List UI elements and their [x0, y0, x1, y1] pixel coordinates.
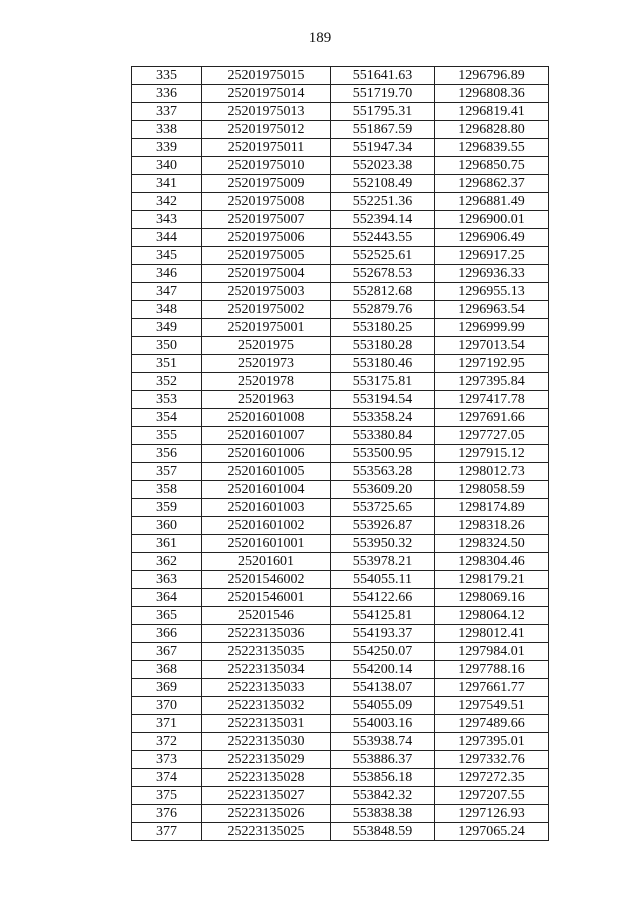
- point-id-cell: 25201975: [202, 337, 331, 355]
- point-number-cell: 371: [132, 715, 202, 733]
- x-coordinate-cell: 551641.63: [331, 67, 435, 85]
- y-coordinate-cell: 1298012.73: [435, 463, 549, 481]
- point-number-cell: 359: [132, 499, 202, 517]
- point-number-cell: 335: [132, 67, 202, 85]
- point-id-cell: 25201975008: [202, 193, 331, 211]
- x-coordinate-cell: 553856.18: [331, 769, 435, 787]
- table-row: [132, 643, 549, 661]
- point-number-cell: 377: [132, 823, 202, 841]
- point-number-cell: 367: [132, 643, 202, 661]
- point-id-cell: 25201601005: [202, 463, 331, 481]
- table-row: [132, 463, 549, 481]
- y-coordinate-cell: 1297013.54: [435, 337, 549, 355]
- point-id-cell: 25201975004: [202, 265, 331, 283]
- y-coordinate-cell: 1297727.05: [435, 427, 549, 445]
- table-row: [132, 391, 549, 409]
- table-row: [132, 139, 549, 157]
- table-row: [132, 67, 549, 85]
- y-coordinate-cell: 1297207.55: [435, 787, 549, 805]
- table-row: [132, 517, 549, 535]
- point-number-cell: 365: [132, 607, 202, 625]
- point-number-cell: 366: [132, 625, 202, 643]
- y-coordinate-cell: 1296906.49: [435, 229, 549, 247]
- y-coordinate-cell: 1298058.59: [435, 481, 549, 499]
- x-coordinate-cell: 552443.55: [331, 229, 435, 247]
- x-coordinate-cell: 553886.37: [331, 751, 435, 769]
- x-coordinate-cell: 552023.38: [331, 157, 435, 175]
- point-id-cell: 25201975012: [202, 121, 331, 139]
- y-coordinate-cell: 1296808.36: [435, 85, 549, 103]
- point-id-cell: 25201601: [202, 553, 331, 571]
- point-number-cell: 374: [132, 769, 202, 787]
- y-coordinate-cell: 1297065.24: [435, 823, 549, 841]
- point-id-cell: 25201978: [202, 373, 331, 391]
- y-coordinate-cell: 1298179.21: [435, 571, 549, 589]
- x-coordinate-cell: 553180.46: [331, 355, 435, 373]
- point-number-cell: 340: [132, 157, 202, 175]
- point-number-cell: 375: [132, 787, 202, 805]
- x-coordinate-cell: 553175.81: [331, 373, 435, 391]
- point-id-cell: 25201963: [202, 391, 331, 409]
- y-coordinate-cell: 1296917.25: [435, 247, 549, 265]
- y-coordinate-cell: 1298012.41: [435, 625, 549, 643]
- table-row: [132, 355, 549, 373]
- point-id-cell: 25223135036: [202, 625, 331, 643]
- point-id-cell: 25223135031: [202, 715, 331, 733]
- table-row: [132, 283, 549, 301]
- point-number-cell: 369: [132, 679, 202, 697]
- table-row: [132, 697, 549, 715]
- y-coordinate-cell: 1298069.16: [435, 589, 549, 607]
- table-row: [132, 373, 549, 391]
- point-id-cell: 25223135028: [202, 769, 331, 787]
- point-number-cell: 372: [132, 733, 202, 751]
- point-number-cell: 373: [132, 751, 202, 769]
- y-coordinate-cell: 1298304.46: [435, 553, 549, 571]
- point-number-cell: 338: [132, 121, 202, 139]
- y-coordinate-cell: 1297126.93: [435, 805, 549, 823]
- y-coordinate-cell: 1296955.13: [435, 283, 549, 301]
- x-coordinate-cell: 553842.32: [331, 787, 435, 805]
- x-coordinate-cell: 554250.07: [331, 643, 435, 661]
- table-row: [132, 301, 549, 319]
- y-coordinate-cell: 1296862.37: [435, 175, 549, 193]
- y-coordinate-cell: 1297788.16: [435, 661, 549, 679]
- point-number-cell: 350: [132, 337, 202, 355]
- x-coordinate-cell: 553926.87: [331, 517, 435, 535]
- page-number: 189: [308, 30, 332, 46]
- point-number-cell: 353: [132, 391, 202, 409]
- point-id-cell: 25223135035: [202, 643, 331, 661]
- point-id-cell: 25201975010: [202, 157, 331, 175]
- point-number-cell: 363: [132, 571, 202, 589]
- point-number-cell: 347: [132, 283, 202, 301]
- point-number-cell: 351: [132, 355, 202, 373]
- point-id-cell: 25201601003: [202, 499, 331, 517]
- y-coordinate-cell: 1296819.41: [435, 103, 549, 121]
- point-number-cell: 357: [132, 463, 202, 481]
- y-coordinate-cell: 1296828.80: [435, 121, 549, 139]
- x-coordinate-cell: 552678.53: [331, 265, 435, 283]
- point-id-cell: 25201975005: [202, 247, 331, 265]
- table-row: [132, 121, 549, 139]
- y-coordinate-cell: 1297272.35: [435, 769, 549, 787]
- y-coordinate-cell: 1297691.66: [435, 409, 549, 427]
- table-row: [132, 805, 549, 823]
- table-row: [132, 175, 549, 193]
- x-coordinate-cell: 551947.34: [331, 139, 435, 157]
- x-coordinate-cell: 551867.59: [331, 121, 435, 139]
- y-coordinate-cell: 1297661.77: [435, 679, 549, 697]
- point-number-cell: 352: [132, 373, 202, 391]
- point-id-cell: 25201975015: [202, 67, 331, 85]
- point-number-cell: 358: [132, 481, 202, 499]
- x-coordinate-cell: 551719.70: [331, 85, 435, 103]
- point-id-cell: 25201546002: [202, 571, 331, 589]
- x-coordinate-cell: 554003.16: [331, 715, 435, 733]
- x-coordinate-cell: 554138.07: [331, 679, 435, 697]
- table-row: [132, 733, 549, 751]
- x-coordinate-cell: 553194.54: [331, 391, 435, 409]
- table-row: [132, 715, 549, 733]
- x-coordinate-cell: 554200.14: [331, 661, 435, 679]
- x-coordinate-cell: 553609.20: [331, 481, 435, 499]
- point-id-cell: 25201601006: [202, 445, 331, 463]
- table-row: [132, 157, 549, 175]
- point-number-cell: 370: [132, 697, 202, 715]
- table-row: [132, 769, 549, 787]
- point-number-cell: 361: [132, 535, 202, 553]
- table-row: [132, 337, 549, 355]
- point-number-cell: 354: [132, 409, 202, 427]
- x-coordinate-cell: 552251.36: [331, 193, 435, 211]
- table-row: [132, 553, 549, 571]
- y-coordinate-cell: 1297417.78: [435, 391, 549, 409]
- y-coordinate-cell: 1296936.33: [435, 265, 549, 283]
- x-coordinate-cell: 553500.95: [331, 445, 435, 463]
- point-number-cell: 355: [132, 427, 202, 445]
- y-coordinate-cell: 1296963.54: [435, 301, 549, 319]
- point-number-cell: 342: [132, 193, 202, 211]
- point-number-cell: 344: [132, 229, 202, 247]
- point-id-cell: 25201601007: [202, 427, 331, 445]
- point-id-cell: 25201975011: [202, 139, 331, 157]
- table-row: [132, 571, 549, 589]
- x-coordinate-cell: 552812.68: [331, 283, 435, 301]
- point-id-cell: 25201546001: [202, 589, 331, 607]
- table-row: [132, 481, 549, 499]
- point-id-cell: 25201601004: [202, 481, 331, 499]
- point-number-cell: 339: [132, 139, 202, 157]
- x-coordinate-cell: 553380.84: [331, 427, 435, 445]
- table-row: [132, 661, 549, 679]
- point-number-cell: 364: [132, 589, 202, 607]
- table-row: [132, 247, 549, 265]
- point-number-cell: 362: [132, 553, 202, 571]
- x-coordinate-cell: 553950.32: [331, 535, 435, 553]
- x-coordinate-cell: 553180.25: [331, 319, 435, 337]
- y-coordinate-cell: 1296999.99: [435, 319, 549, 337]
- y-coordinate-cell: 1298318.26: [435, 517, 549, 535]
- table-row: [132, 823, 549, 841]
- point-id-cell: 25201975006: [202, 229, 331, 247]
- point-id-cell: 25201973: [202, 355, 331, 373]
- x-coordinate-cell: 553848.59: [331, 823, 435, 841]
- point-id-cell: 25223135030: [202, 733, 331, 751]
- x-coordinate-cell: 552394.14: [331, 211, 435, 229]
- x-coordinate-cell: 552879.76: [331, 301, 435, 319]
- x-coordinate-cell: 553978.21: [331, 553, 435, 571]
- point-id-cell: 25223135029: [202, 751, 331, 769]
- point-id-cell: 25223135032: [202, 697, 331, 715]
- y-coordinate-cell: 1296796.89: [435, 67, 549, 85]
- table-row: [132, 319, 549, 337]
- y-coordinate-cell: 1297332.76: [435, 751, 549, 769]
- point-id-cell: 25201975002: [202, 301, 331, 319]
- x-coordinate-cell: 554055.11: [331, 571, 435, 589]
- point-id-cell: 25201975013: [202, 103, 331, 121]
- x-coordinate-cell: 553563.28: [331, 463, 435, 481]
- point-number-cell: 341: [132, 175, 202, 193]
- y-coordinate-cell: 1297192.95: [435, 355, 549, 373]
- y-coordinate-cell: 1297915.12: [435, 445, 549, 463]
- x-coordinate-cell: 554125.81: [331, 607, 435, 625]
- table-row: [132, 607, 549, 625]
- table-row: [132, 229, 549, 247]
- table-row: [132, 499, 549, 517]
- x-coordinate-cell: 551795.31: [331, 103, 435, 121]
- coordinates-table-body: [132, 67, 549, 841]
- table-row: [132, 787, 549, 805]
- y-coordinate-cell: 1297489.66: [435, 715, 549, 733]
- x-coordinate-cell: 552108.49: [331, 175, 435, 193]
- point-id-cell: 25201975007: [202, 211, 331, 229]
- table-row: [132, 535, 549, 553]
- point-number-cell: 348: [132, 301, 202, 319]
- point-number-cell: 368: [132, 661, 202, 679]
- point-id-cell: 25201601001: [202, 535, 331, 553]
- point-id-cell: 25223135025: [202, 823, 331, 841]
- table-row: [132, 103, 549, 121]
- x-coordinate-cell: 554055.09: [331, 697, 435, 715]
- y-coordinate-cell: 1298064.12: [435, 607, 549, 625]
- table-row: [132, 85, 549, 103]
- x-coordinate-cell: 552525.61: [331, 247, 435, 265]
- y-coordinate-cell: 1296900.01: [435, 211, 549, 229]
- point-id-cell: 25201601002: [202, 517, 331, 535]
- point-id-cell: 25223135034: [202, 661, 331, 679]
- point-id-cell: 25201975009: [202, 175, 331, 193]
- y-coordinate-cell: 1296850.75: [435, 157, 549, 175]
- point-id-cell: 25201975003: [202, 283, 331, 301]
- point-number-cell: 345: [132, 247, 202, 265]
- table-row: [132, 211, 549, 229]
- y-coordinate-cell: 1298324.50: [435, 535, 549, 553]
- x-coordinate-cell: 554122.66: [331, 589, 435, 607]
- y-coordinate-cell: 1297549.51: [435, 697, 549, 715]
- table-row: [132, 625, 549, 643]
- x-coordinate-cell: 554193.37: [331, 625, 435, 643]
- y-coordinate-cell: 1297395.84: [435, 373, 549, 391]
- point-number-cell: 356: [132, 445, 202, 463]
- table-row: [132, 193, 549, 211]
- x-coordinate-cell: 553725.65: [331, 499, 435, 517]
- point-id-cell: 25201546: [202, 607, 331, 625]
- point-number-cell: 376: [132, 805, 202, 823]
- point-number-cell: 337: [132, 103, 202, 121]
- table-row: [132, 427, 549, 445]
- y-coordinate-cell: 1298174.89: [435, 499, 549, 517]
- point-id-cell: 25201975001: [202, 319, 331, 337]
- point-id-cell: 25223135026: [202, 805, 331, 823]
- point-number-cell: 349: [132, 319, 202, 337]
- y-coordinate-cell: 1296881.49: [435, 193, 549, 211]
- point-id-cell: 25201601008: [202, 409, 331, 427]
- table-row: [132, 265, 549, 283]
- point-number-cell: 346: [132, 265, 202, 283]
- table-row: [132, 409, 549, 427]
- y-coordinate-cell: 1296839.55: [435, 139, 549, 157]
- coordinates-table: [131, 66, 549, 841]
- table-row: [132, 751, 549, 769]
- x-coordinate-cell: 553938.74: [331, 733, 435, 751]
- table-row: [132, 589, 549, 607]
- x-coordinate-cell: 553358.24: [331, 409, 435, 427]
- table-row: [132, 445, 549, 463]
- point-number-cell: 336: [132, 85, 202, 103]
- y-coordinate-cell: 1297984.01: [435, 643, 549, 661]
- x-coordinate-cell: 553180.28: [331, 337, 435, 355]
- point-id-cell: 25223135027: [202, 787, 331, 805]
- x-coordinate-cell: 553838.38: [331, 805, 435, 823]
- point-id-cell: 25223135033: [202, 679, 331, 697]
- point-number-cell: 343: [132, 211, 202, 229]
- table-row: [132, 679, 549, 697]
- y-coordinate-cell: 1297395.01: [435, 733, 549, 751]
- point-number-cell: 360: [132, 517, 202, 535]
- point-id-cell: 25201975014: [202, 85, 331, 103]
